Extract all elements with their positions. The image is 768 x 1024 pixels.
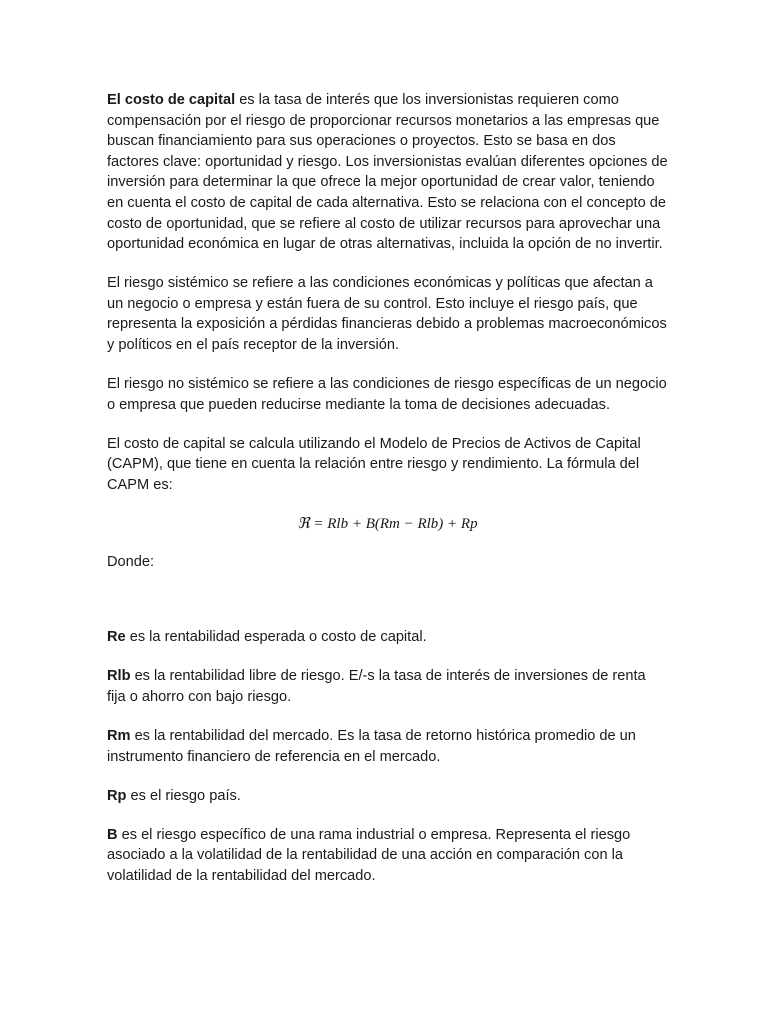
definition-rm — [107, 726, 668, 767]
definition-text: es la rentabilidad libre de riesgo. E/-s la tasa de interés de inversiones de renta fija o ahorro con bajo riesgo. — [107, 668, 646, 705]
definition-re — [107, 627, 668, 648]
spacer — [107, 591, 668, 627]
donde-label: Donde: — [107, 554, 155, 571]
capm-intro-paragraph: El costo de capital se calcula utilizando el Modelo de Precios de Activos de Capital (CAPM), que tiene en cuenta la relación entre riesgo y rendimiento. La fórmula del CAPM es: — [107, 435, 641, 493]
capm-formula: ℜ = Rlb + B(Rm − Rlb) + Rp — [297, 516, 478, 533]
definition-text: es la rentabilidad esperada o costo de capital. — [125, 629, 427, 646]
definition-rlb — [107, 666, 668, 707]
non-systemic-risk-paragraph: El riesgo no sistémico se refiere a las condiciones de riesgo específicas de un negocio o empresa que pueden reducirse mediante la toma de decisiones adecuadas. — [107, 376, 667, 413]
intro-text: es la tasa de interés que los inversionistas requieren como compensación por el riesgo de proporcionar recursos monetarios a las empresas que buscan financiamiento para sus operaciones o proyectos. Esto se basa en dos factores clave: oportunidad y riesgo. Los inversionistas evalúan diferentes opciones de inversión para determinar la que ofrece la mejor oportunidad de crear valor, teniendo en cuenta el costo de capital de cada alternativa. Esto se relaciona con el concepto de costo de oportunidad, que se refiere al costo de utilizar recursos para aprovechar una oportunidad económica en lugar de otras alternativas, incluida la opción de no invertir. — [107, 92, 668, 253]
definition-term: Rp — [107, 787, 127, 804]
definition-term: Re — [107, 629, 126, 646]
definition-term: Rm — [107, 727, 131, 744]
definition-term: Rlb — [107, 668, 131, 685]
definition-text: es la rentabilidad del mercado. Es la tasa de retorno histórica promedio de un instrumento financiero de referencia en el mercado. — [107, 727, 636, 765]
intro-term: El costo de capital — [107, 92, 236, 108]
systemic-risk-paragraph: El riesgo sistémico se refiere a las condiciones económicas y políticas que afectan a un negocio o empresa y están fuera de su control. Esto incluye el riesgo país, que representa la exposición a pérdidas financieras debido a problemas macroeconómicos y políticos en el país receptor de la inversión. — [107, 275, 667, 354]
intro-paragraph — [107, 90, 668, 255]
definition-b — [107, 825, 668, 887]
definition-text: es el riesgo país. — [126, 787, 241, 804]
definition-rp — [107, 786, 668, 807]
definition-term: B — [107, 826, 118, 843]
definition-text: es el riesgo específico de una rama industrial o empresa. Representa el riesgo asociado a la volatilidad de la rentabilidad de una acción en comparación con la volatilidad de la rentabilidad del mercado. — [107, 826, 631, 884]
